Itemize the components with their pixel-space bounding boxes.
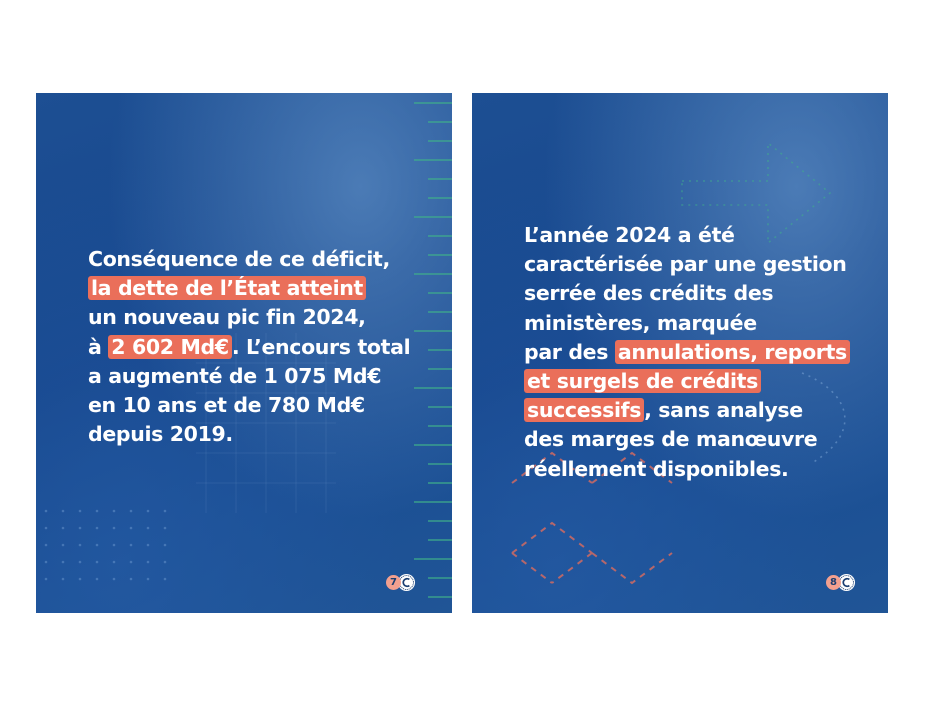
grid-dot [79, 561, 82, 564]
grid-dot [164, 544, 167, 547]
grid-dot [130, 510, 133, 513]
grid-dot [62, 561, 65, 564]
text-fragment: par des [524, 339, 615, 364]
page-number: 8 [826, 575, 841, 590]
grid-dot [62, 544, 65, 547]
grid-dot [45, 544, 48, 547]
text-line: des marges de manœuvre [524, 427, 818, 452]
grid-dot [147, 561, 150, 564]
grid-dot [130, 527, 133, 530]
grid-dot [113, 527, 116, 530]
text-line: en 10 ans et de 780 Md€ [88, 393, 365, 418]
grid-dot [147, 544, 150, 547]
text-line: serrée des crédits des [524, 281, 774, 306]
text-line: L’année 2024 a été [524, 223, 735, 247]
grid-dot [113, 561, 116, 564]
page-badge [826, 573, 856, 591]
grid-dot [147, 510, 150, 513]
grid-dot [130, 561, 133, 564]
highlighted-text: et surgels de crédits [524, 369, 761, 393]
text-fragment: . L’encours total [231, 334, 411, 359]
grid-dot [147, 527, 150, 530]
text-line: ministères, marquée [524, 310, 757, 335]
grid-dot [164, 510, 167, 513]
slide-card-8 [472, 93, 888, 613]
grid-dot [130, 578, 133, 581]
grid-dot [45, 578, 48, 581]
ruler-ticks [414, 103, 452, 597]
grid-dot [79, 510, 82, 513]
grid-dot [96, 544, 99, 547]
text-fragment: à [88, 334, 109, 359]
highlighted-text: successifs [524, 398, 644, 422]
text-line: un nouveau pic fin 2024, [88, 305, 366, 330]
grid-dot [96, 527, 99, 530]
grid-dot [164, 561, 167, 564]
page-badge [386, 573, 416, 591]
text-line: a augmenté de 1 075 Md€ [88, 363, 382, 388]
grid-dot [113, 510, 116, 513]
highlighted-text: annulations, reports [615, 340, 850, 364]
grid-dot [96, 561, 99, 564]
page-number: 7 [386, 575, 401, 590]
grid-dot [113, 578, 116, 581]
grid-dot [96, 510, 99, 513]
text-line: depuis 2019. [88, 422, 233, 447]
grid-dot [147, 578, 150, 581]
grid-dot [62, 527, 65, 530]
grid-dot [79, 527, 82, 530]
text-line: caractérisée par une gestion [524, 252, 847, 277]
slide-8-text [524, 221, 850, 484]
grid-dot [45, 561, 48, 564]
grid-dot [79, 544, 82, 547]
grid-dot [79, 578, 82, 581]
grid-dot [164, 527, 167, 530]
slide-card-7 [36, 93, 452, 613]
text-fragment: , sans analyse [644, 398, 803, 423]
grid-dot [45, 510, 48, 513]
text-line: Conséquence de ce déficit, [88, 247, 390, 271]
text-line: réellement disponibles. [524, 456, 789, 481]
grid-dot [45, 527, 48, 530]
grid-dot [113, 544, 116, 547]
grid-dot [96, 578, 99, 581]
grid-dot [62, 510, 65, 513]
grid-dot [130, 544, 133, 547]
slide-7-text [88, 245, 410, 449]
grid-dot [164, 578, 167, 581]
dot-grid [45, 510, 167, 581]
highlighted-text: la dette de l’État atteint [88, 276, 366, 300]
highlighted-amount: 2 602 Md€ [108, 335, 232, 359]
grid-dot [62, 578, 65, 581]
